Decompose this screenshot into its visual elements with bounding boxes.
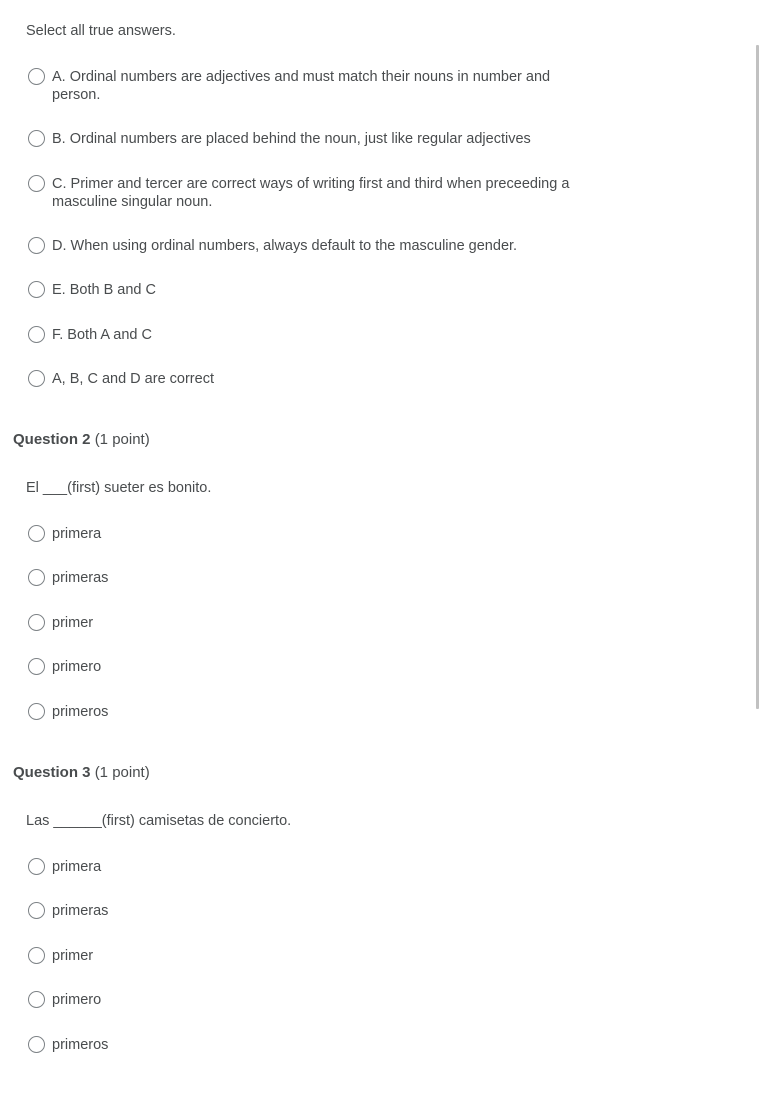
radio-button[interactable] <box>28 281 45 298</box>
option-label: F. Both A and C <box>52 327 152 343</box>
option-label: C. Primer and tercer are correct ways of writing first and third when preceeding a masculine singular noun. <box>52 176 570 210</box>
option-label: A. Ordinal numbers are adjectives and must match their nouns in number and person. <box>52 69 551 103</box>
option-label: primero <box>52 992 102 1008</box>
option-label: primeros <box>52 704 109 720</box>
option-label: primer <box>52 615 94 631</box>
question-2-prompt: El ___(first) sueter es bonito. <box>26 480 212 496</box>
radio-button[interactable] <box>28 370 45 387</box>
vertical-scrollbar[interactable] <box>756 45 759 709</box>
question-1-prompt: Select all true answers. <box>26 23 176 39</box>
option-label: primera <box>52 859 102 875</box>
radio-button[interactable] <box>28 658 45 675</box>
option-label: primeras <box>52 570 109 586</box>
radio-button[interactable] <box>28 175 45 192</box>
radio-button[interactable] <box>28 1036 45 1053</box>
radio-button[interactable] <box>28 525 45 542</box>
option-label: primera <box>52 526 102 542</box>
radio-button[interactable] <box>28 569 45 586</box>
question-number: Question 3 <box>13 764 91 781</box>
question-number: Question 2 <box>13 431 91 448</box>
option-label: D. When using ordinal numbers, always default to the masculine gender. <box>52 238 518 254</box>
option-label: primeros <box>52 1037 109 1053</box>
option-label: primero <box>52 659 102 675</box>
question-points: (1 point) <box>94 431 150 448</box>
radio-button[interactable] <box>28 703 45 720</box>
question-3-prompt: Las ______(first) camisetas de concierto. <box>26 813 292 829</box>
question-2-title <box>13 431 150 449</box>
radio-button[interactable] <box>28 326 45 343</box>
radio-button[interactable] <box>28 902 45 919</box>
option-label: E. Both B and C <box>52 282 156 298</box>
radio-button[interactable] <box>28 947 45 964</box>
option-label: primer <box>52 948 94 964</box>
radio-button[interactable] <box>28 68 45 85</box>
question-points: (1 point) <box>94 764 150 781</box>
radio-button[interactable] <box>28 991 45 1008</box>
option-label: primeras <box>52 903 109 919</box>
option-label: A, B, C and D are correct <box>52 371 214 387</box>
option-label: B. Ordinal numbers are placed behind the noun, just like regular adjectives <box>52 131 531 147</box>
radio-button[interactable] <box>28 237 45 254</box>
question-3-title <box>13 764 150 782</box>
radio-button[interactable] <box>28 130 45 147</box>
radio-button[interactable] <box>28 858 45 875</box>
radio-button[interactable] <box>28 614 45 631</box>
